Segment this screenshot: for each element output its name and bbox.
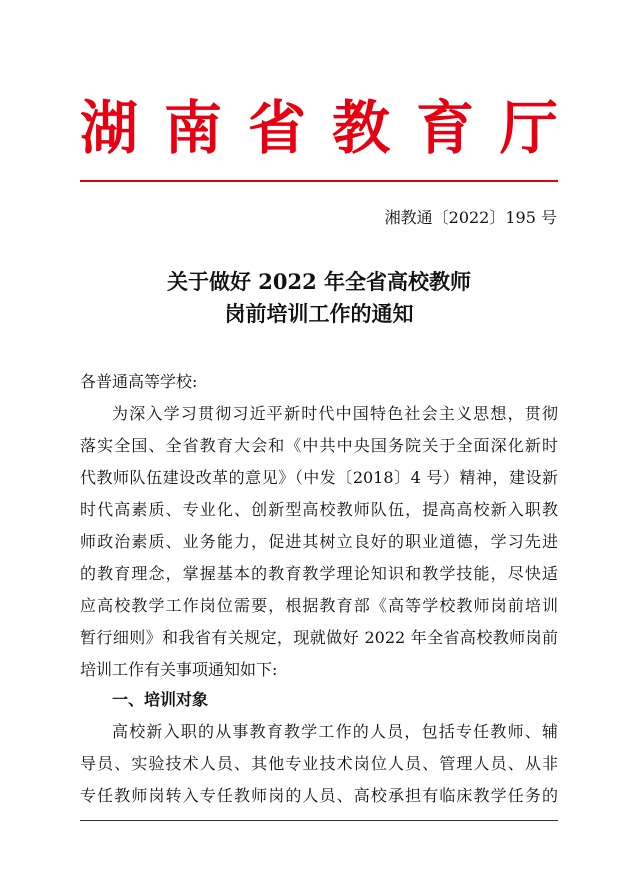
section-line: 导员、实验技术人员、其他专业技术岗位人员、管理人员、从非 (80, 754, 558, 773)
letterhead-char: 育 (415, 94, 474, 162)
letterhead-divider (80, 180, 558, 182)
body-line: 的教育理念，掌握基本的教育教学理论知识和教学技能，尽快适 (80, 564, 558, 583)
section-heading: 一、培训对象 (112, 690, 209, 709)
letterhead-title (80, 88, 558, 168)
document-title-line-1: 关于做好 2022 年全省高校教师 (166, 269, 472, 294)
letterhead-char: 省 (247, 94, 306, 162)
letterhead-char: 厅 (499, 94, 558, 162)
section-line: 专任教师岗转入专任教师岗的人员、高校承担有临床教学任务的 (80, 786, 558, 805)
body-line: 代教师队伍建设改革的意见》（中发〔2018〕4 号）精神，建设新 (80, 468, 558, 487)
body-line: 暂行细则》和我省有关规定，现就做好 2022 年全省高校教师岗前 (80, 628, 558, 647)
page-bottom-divider (80, 820, 558, 821)
body-line: 培训工作有关事项通知如下: (80, 660, 278, 679)
body-line: 落实全国、全省教育大会和《中共中央国务院关于全面深化新时 (80, 436, 558, 455)
section-line: 高校新入职的从事教育教学工作的人员，包括专任教师、辅 (112, 722, 558, 741)
salutation: 各普通高等学校: (80, 372, 198, 391)
letterhead-char: 湖 (80, 94, 139, 162)
body-line: 为深入学习贯彻习近平新时代中国特色社会主义思想，贯彻 (112, 404, 558, 423)
document-title-line-2: 岗前培训工作的通知 (224, 301, 414, 326)
body-line: 应高校教学工作岗位需要，根据教育部《高等学校教师岗前培训 (80, 596, 558, 615)
document-number: 湘教通〔2022〕195 号 (384, 208, 557, 227)
letterhead-char: 教 (331, 94, 390, 162)
body-line: 师政治素质、业务能力，促进其树立良好的职业道德，学习先进 (80, 532, 558, 551)
body-line: 时代高素质、专业化、创新型高校教师队伍，提高高校新入职教 (80, 500, 558, 519)
letterhead-char: 南 (163, 94, 222, 162)
